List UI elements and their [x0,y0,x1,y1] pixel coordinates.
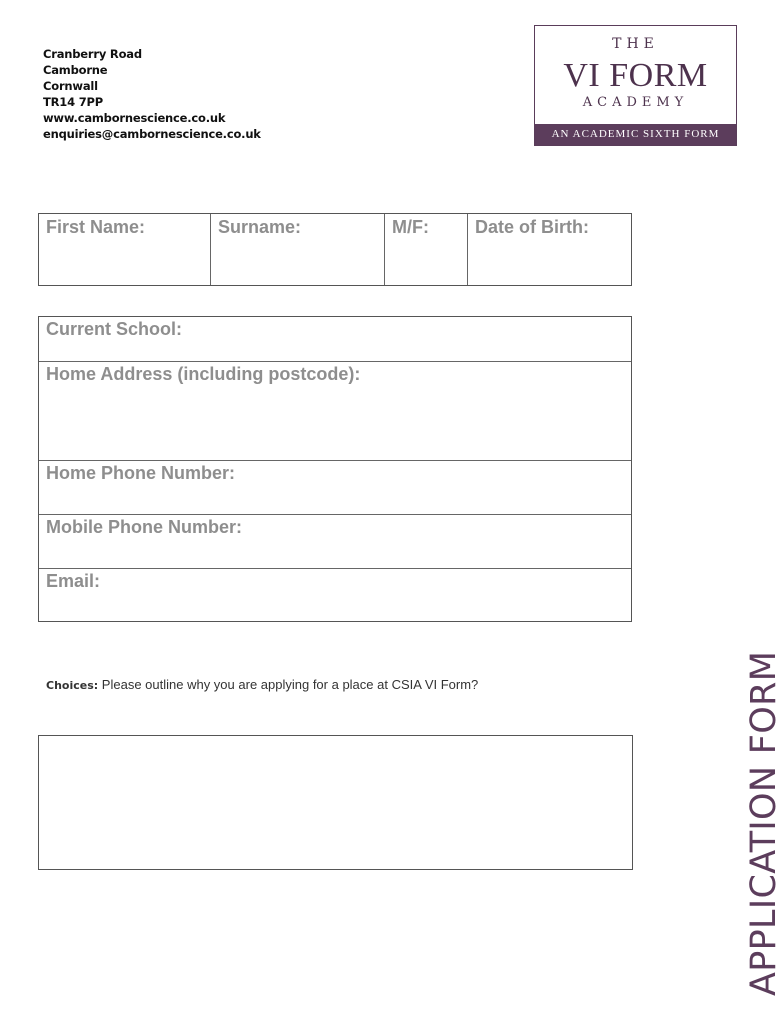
address-email: enquiries@cambornescience.co.uk [43,127,261,141]
email-field[interactable] [39,569,631,621]
choices-answer-box[interactable] [38,735,633,870]
contact-details-table [38,316,632,622]
choices-prompt: Please outline why you are applying for a place at CSIA VI Form? [101,677,479,692]
home-address-label: Home Address (including postcode): [46,364,361,384]
vi-form-academy-logo [534,25,737,146]
address-website: www.cambornescience.co.uk [43,111,226,125]
home-address-field[interactable] [39,362,631,461]
choices-label: Choices: [46,679,99,692]
first-name-field[interactable] [39,214,211,285]
mobile-phone-label: Mobile Phone Number: [46,517,243,537]
address-county: Cornwall [43,79,98,93]
gender-field[interactable] [385,214,468,285]
application-form-title: APPLICATION FORM [744,650,784,996]
mobile-phone-field[interactable] [39,515,631,569]
first-name-label: First Name: [46,217,146,237]
current-school-label: Current School: [46,319,183,339]
logo-the: THE [612,36,659,52]
logo-name: VI FORM [563,57,708,94]
logo-academy: ACADEMY [582,95,689,110]
address-postcode: TR14 7PP [43,95,103,109]
date-of-birth-field[interactable] [468,214,631,285]
date-of-birth-label: Date of Birth: [475,217,589,237]
address-town: Camborne [43,63,108,77]
home-phone-field[interactable] [39,461,631,515]
school-address [43,46,261,142]
surname-field[interactable] [211,214,385,285]
personal-details-table [38,213,632,286]
home-phone-label: Home Phone Number: [46,463,236,483]
gender-label: M/F: [392,217,429,237]
logo-tagline: AN ACADEMIC SIXTH FORM [535,124,736,145]
choices-question [46,677,478,692]
address-street: Cranberry Road [43,47,142,61]
current-school-field[interactable] [39,317,631,362]
email-label: Email: [46,571,101,591]
surname-label: Surname: [218,217,302,237]
